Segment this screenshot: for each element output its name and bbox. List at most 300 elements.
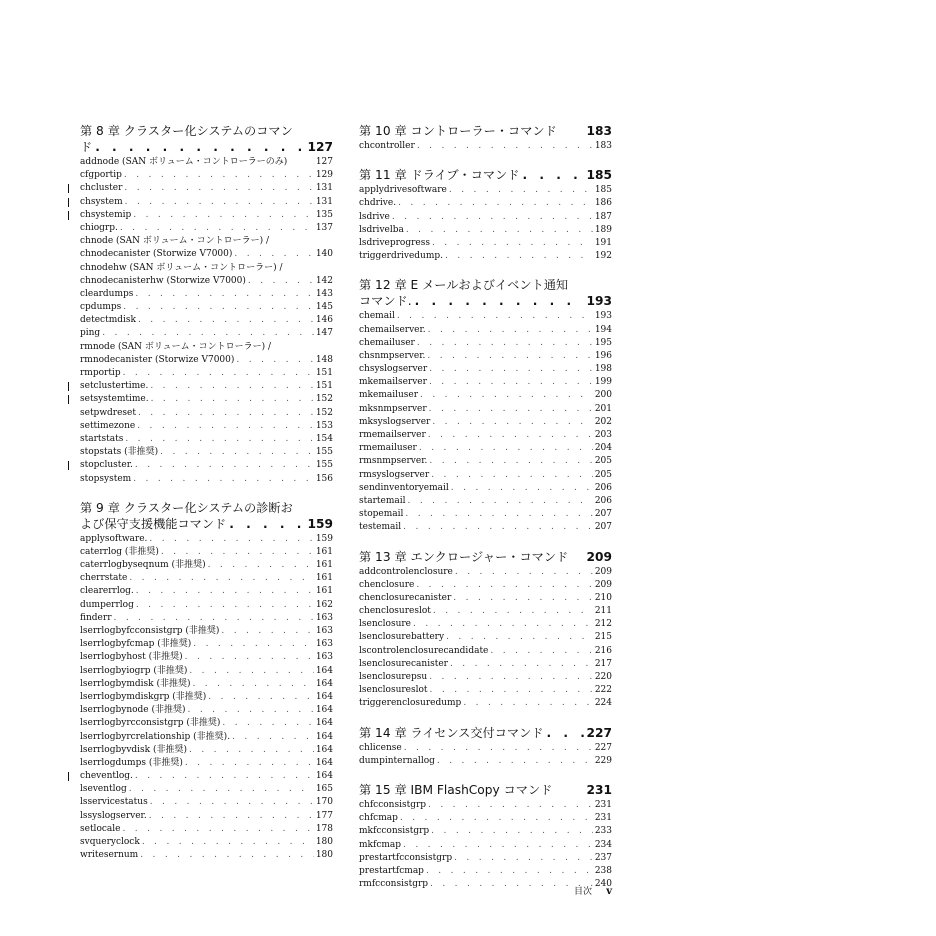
toc-entry[interactable]: [359, 197, 612, 210]
chapter-page: 127: [307, 140, 333, 154]
toc-entry[interactable]: [359, 697, 612, 710]
toc-entry-page: 155: [315, 447, 333, 458]
toc-entry-page: 201: [594, 403, 612, 414]
toc-entry[interactable]: [80, 638, 333, 651]
toc-entry-name: chdrive.: [359, 198, 397, 209]
leader-dots: [453, 592, 593, 605]
toc-entry[interactable]: [80, 744, 333, 757]
toc-entry-page: 164: [315, 757, 333, 768]
toc-entry-page: 193: [594, 311, 612, 322]
leader-dots: [426, 865, 593, 878]
toc-entry-page: 195: [594, 337, 612, 348]
chapter-11-heading[interactable]: [359, 167, 612, 183]
leader-dots: [149, 533, 313, 546]
leader-dots: [229, 516, 304, 532]
toc-entry[interactable]: [359, 508, 612, 521]
leader-dots: [429, 363, 593, 376]
toc-entry[interactable]: [80, 301, 333, 314]
toc-entry-name: mkfcconsistgrp: [359, 826, 430, 837]
toc-entry-page: 143: [315, 288, 333, 299]
chapter-page: 185: [586, 168, 612, 183]
toc-entry-name: lserrlogbyfcconsistgrp (非推奨): [80, 626, 220, 636]
chapter-12-entries: [359, 310, 612, 534]
leader-dots: [432, 237, 593, 250]
toc-entry[interactable]: [359, 605, 612, 618]
leader-dots: [463, 697, 593, 710]
revision-bar: [68, 184, 69, 193]
toc-entry-page: 164: [315, 718, 333, 729]
toc-entry-page: 233: [594, 826, 612, 837]
toc-entry[interactable]: [359, 337, 612, 350]
leader-dots: [114, 612, 314, 625]
leader-dots: [420, 389, 593, 402]
leader-dots: [122, 823, 313, 836]
chapter-9-entries: [80, 533, 333, 863]
leader-dots: [161, 546, 314, 559]
toc-entry-name: prestartfcconsistgrp: [359, 852, 453, 863]
toc-entry-name: mksyslogserver: [359, 416, 431, 427]
toc-entry-name: rmsnmpserver.: [359, 456, 428, 467]
toc-entry[interactable]: [359, 799, 612, 812]
toc-entry[interactable]: [359, 755, 612, 768]
toc-entry-page: 180: [315, 837, 333, 847]
toc-entry-name: rmnodecanister (Storwize V7000): [80, 354, 235, 365]
toc-entry-page: 147: [315, 328, 333, 339]
leader-dots: [135, 288, 313, 301]
toc-entry-page: 217: [594, 658, 612, 669]
leader-dots: [138, 407, 314, 420]
toc-entry[interactable]: [80, 209, 333, 222]
toc-entry-name: rmemailserver: [359, 430, 426, 440]
toc-entry-page: 145: [315, 302, 333, 313]
toc-entry-page: 164: [315, 744, 333, 755]
leader-dots: [417, 337, 593, 350]
leader-dots: [125, 196, 314, 209]
chapter-9-heading[interactable]: [80, 500, 333, 532]
toc-entry-page: 189: [594, 224, 612, 235]
toc-entry-name: rmportip: [80, 368, 121, 378]
toc-entry-name: chenclosureslot: [359, 606, 431, 617]
toc-entry-name: chfcmap: [359, 813, 398, 824]
toc-entry[interactable]: [80, 262, 333, 275]
toc-entry-page: 198: [594, 364, 612, 375]
toc-entry-name: chnodecanisterhw (Storwize V7000): [80, 275, 246, 286]
toc-entry[interactable]: [359, 455, 612, 468]
leader-dots: [222, 717, 313, 730]
toc-entry-name: chenclosure: [359, 579, 415, 590]
toc-entry[interactable]: [359, 684, 612, 697]
toc-entry-name: mkemailserver: [359, 377, 427, 388]
toc-entry-page: 215: [594, 632, 612, 643]
toc-entry-name: lsenclosureslot: [359, 685, 428, 696]
toc-entry[interactable]: [359, 566, 612, 579]
revision-bar: [68, 211, 69, 220]
toc-entry-name: lserrlogbyhost (非推奨): [80, 652, 183, 663]
toc-entry[interactable]: [80, 559, 333, 572]
toc-entry-name: lscontrolenclosurecandidate: [359, 645, 489, 656]
toc-entry-name: setpwdreset: [80, 407, 136, 418]
toc-entry[interactable]: [359, 825, 612, 838]
leader-dots: [406, 224, 593, 237]
toc-entry-name: lseventlog: [80, 784, 127, 795]
toc-entry[interactable]: [359, 618, 612, 631]
toc-entry-name: chcontroller: [359, 141, 415, 151]
toc-entry-name: lserrlogbymdiskgrp (非推奨): [80, 691, 207, 702]
toc-entry-page: 170: [315, 797, 333, 808]
toc-entry[interactable]: [359, 310, 612, 323]
toc-entry[interactable]: [80, 796, 333, 809]
chapter-10-heading[interactable]: [359, 123, 612, 139]
toc-entry-name: lserrlogbyrcconsistgrp (非推奨): [80, 718, 221, 729]
chapter-15-heading[interactable]: [359, 782, 612, 798]
toc-entry-page: 164: [315, 771, 333, 782]
leader-dots: [433, 605, 593, 618]
chapter-page: 193: [586, 294, 612, 309]
leader-dots: [416, 579, 592, 592]
toc-entry-page: 234: [594, 839, 612, 850]
toc-entry[interactable]: [359, 671, 612, 684]
toc-entry-page: 163: [315, 639, 333, 650]
leader-dots: [428, 429, 593, 442]
toc-entry[interactable]: [80, 757, 333, 770]
toc-entry[interactable]: [80, 314, 333, 327]
chapter-8-heading[interactable]: [80, 123, 333, 155]
leader-dots: [428, 799, 593, 812]
toc-entry[interactable]: [80, 823, 333, 836]
toc-entry-page: 231: [594, 813, 612, 824]
toc-entry-name: lsdrivelba: [359, 224, 404, 235]
toc-entry-page: 180: [315, 850, 333, 861]
toc-entry-page: 137: [315, 222, 333, 233]
chapter-page: 227: [586, 725, 612, 740]
toc-entry[interactable]: [80, 651, 333, 664]
toc-entry[interactable]: [359, 389, 612, 402]
toc-entry-page: 205: [594, 456, 612, 467]
toc-entry-page: 222: [594, 685, 612, 696]
toc-entry[interactable]: [80, 783, 333, 796]
toc-entry[interactable]: [359, 184, 612, 197]
toc-entry[interactable]: [80, 354, 333, 367]
toc-entry-name: addcontrolenclosure: [359, 566, 453, 577]
leader-dots: [415, 293, 584, 309]
toc-entry[interactable]: [359, 812, 612, 825]
toc-entry-page: 206: [594, 495, 612, 506]
chapter-title: 第 11 章 ドライブ・コマンド: [359, 168, 520, 183]
leader-dots: [236, 354, 313, 367]
toc-entry-name: clearerrlog.: [80, 586, 134, 597]
toc-entry-page: 209: [594, 566, 612, 577]
toc-entry-page: 152: [315, 394, 333, 405]
toc-entry-page: 199: [594, 377, 612, 388]
toc-entry[interactable]: [80, 156, 333, 169]
toc-entry[interactable]: [359, 363, 612, 376]
toc-entry[interactable]: [80, 407, 333, 420]
footer-page-number: v: [606, 886, 612, 897]
chapter-13-heading[interactable]: [359, 549, 612, 565]
leader-dots: [417, 140, 593, 153]
toc-entry-page: 156: [315, 473, 333, 484]
toc-entry[interactable]: [359, 237, 612, 250]
toc-entry-name: rmfcconsistgrp: [359, 879, 429, 890]
toc-entry[interactable]: [80, 849, 333, 862]
leader-dots: [124, 182, 313, 195]
toc-entry[interactable]: [80, 459, 333, 472]
toc-entry-page: 153: [315, 420, 333, 431]
toc-entry-page: 165: [315, 784, 333, 795]
toc-entry[interactable]: [359, 865, 612, 878]
leader-dots: [445, 250, 593, 263]
toc-entry-name: triggerenclosuredump: [359, 698, 462, 709]
toc-entry-name: cheventlog.: [80, 771, 133, 782]
chapter-title: 第 10 章 コントローラー・コマンド: [359, 124, 557, 138]
toc-entry-page: 164: [315, 678, 333, 689]
toc-entry-page: 135: [315, 209, 333, 220]
leader-dots: [398, 197, 593, 210]
toc-entry-page: 178: [315, 823, 333, 834]
toc-entry-page: 224: [594, 698, 612, 709]
toc-entry-name: applysoftware.: [80, 533, 148, 544]
toc-entry[interactable]: [359, 224, 612, 237]
toc-entry[interactable]: [359, 839, 612, 852]
toc-entry-name: chcluster: [80, 183, 123, 194]
toc-entry-page: 163: [315, 612, 333, 623]
toc-entry[interactable]: [80, 248, 333, 261]
toc-entry[interactable]: [359, 645, 612, 658]
toc-entry-page: 131: [315, 196, 333, 207]
toc-entry-page: 164: [315, 691, 333, 702]
toc-entry-name: cpdumps: [80, 302, 122, 313]
toc-entry-name: rmemailuser: [359, 443, 417, 454]
chapter-page: 159: [307, 516, 333, 531]
page-footer: [574, 884, 612, 897]
toc-entry-page: 161: [315, 573, 333, 584]
toc-entry-name: stopcluster.: [80, 460, 133, 471]
leader-dots: [403, 521, 593, 534]
toc-entry[interactable]: [80, 612, 333, 625]
toc-entry[interactable]: [359, 350, 612, 363]
leader-dots: [400, 812, 593, 825]
toc-entry-name: rmnode (SAN ボリューム・コントローラー) /: [80, 341, 272, 352]
toc-entry-name: rmsyslogserver: [359, 469, 430, 480]
leader-dots: [455, 566, 593, 579]
toc-entry[interactable]: [80, 182, 333, 195]
toc-entry[interactable]: [359, 442, 612, 455]
toc-entry-name: chsyslogserver: [359, 364, 428, 375]
toc-entry-name: lsenclosurebattery: [359, 632, 445, 643]
toc-entry[interactable]: [80, 446, 333, 459]
toc-entry-page: 161: [315, 546, 333, 557]
leader-dots: [450, 658, 593, 671]
toc-entry-page: 216: [594, 645, 612, 656]
toc-entry-name: svqueryclock: [80, 837, 140, 847]
toc-entry[interactable]: [80, 433, 333, 446]
toc-entry[interactable]: [359, 140, 612, 153]
leader-dots: [185, 757, 314, 770]
toc-entry-name: mksnmpserver: [359, 403, 427, 414]
chapter-title-cont: ド: [80, 140, 93, 154]
toc-entry-name: caterrlog (非推奨): [80, 546, 159, 557]
toc-entry-page: 151: [315, 368, 333, 378]
toc-entry-page: 183: [594, 141, 612, 151]
toc-entry-page: 200: [594, 390, 612, 401]
toc-entry[interactable]: [80, 599, 333, 612]
leader-dots: [123, 301, 314, 314]
toc-entry[interactable]: [359, 742, 612, 755]
toc-entry[interactable]: [80, 275, 333, 288]
leader-dots: [160, 446, 314, 459]
toc-entry[interactable]: [80, 665, 333, 678]
leader-dots: [429, 403, 593, 416]
toc-entry-page: 210: [594, 592, 612, 603]
toc-entry-page: 231: [594, 799, 612, 810]
toc-entry-name: settimezone: [80, 420, 136, 431]
toc-entry[interactable]: [80, 473, 333, 486]
leader-dots: [446, 631, 593, 644]
chapter-12-heading[interactable]: [359, 277, 612, 309]
toc-entry[interactable]: [80, 393, 333, 406]
toc-entry-name: chemailserver.: [359, 324, 426, 335]
leader-dots: [135, 459, 314, 472]
leader-dots: [95, 139, 304, 155]
toc-entry[interactable]: [359, 403, 612, 416]
toc-entry-page: 205: [594, 469, 612, 480]
toc-entry[interactable]: [359, 416, 612, 429]
toc-entry-name: cherrstate: [80, 573, 128, 584]
toc-entry[interactable]: [80, 678, 333, 691]
toc-entry-page: 142: [315, 275, 333, 286]
leader-dots: [404, 742, 593, 755]
leader-dots: [136, 585, 314, 598]
toc-entry-page: 194: [594, 324, 612, 335]
chapter-title: 第 14 章 ライセンス交付コマンド: [359, 725, 544, 740]
toc-entry-page: 206: [594, 482, 612, 493]
toc-entry[interactable]: [80, 367, 333, 380]
toc-entry[interactable]: [359, 250, 612, 263]
toc-entry[interactable]: [80, 169, 333, 182]
toc-entry-name: caterrlogbyseqnum (非推奨): [80, 560, 206, 571]
toc-entry-page: 146: [315, 315, 333, 326]
toc-entry[interactable]: [359, 469, 612, 482]
toc-entry-page: 207: [594, 522, 612, 533]
toc-entry-name: sendinventoryemail: [359, 482, 449, 493]
toc-entry[interactable]: [80, 625, 333, 638]
toc-entry[interactable]: [359, 495, 612, 508]
leader-dots: [123, 367, 314, 380]
leader-dots: [248, 275, 314, 288]
toc-entry-name: ping: [80, 328, 101, 339]
toc-entry-name: setlocale: [80, 823, 121, 834]
toc-entry-name: lserrlogbymdisk (非推奨): [80, 678, 191, 689]
toc-entry[interactable]: [359, 211, 612, 224]
toc-entry[interactable]: [359, 429, 612, 442]
toc-entry[interactable]: [80, 572, 333, 585]
chapter-title: 第 13 章 エンクロージャー・コマンド: [359, 549, 569, 564]
chapter-8-entries: [80, 156, 333, 486]
chapter-page: 231: [586, 782, 612, 797]
toc-entry-page: 207: [594, 509, 612, 520]
toc-entry[interactable]: [80, 288, 333, 301]
toc-entry[interactable]: [80, 420, 333, 433]
toc-entry[interactable]: [80, 704, 333, 717]
toc-entry-name: chfcconsistgrp: [359, 799, 427, 810]
toc-entry-page: 192: [594, 251, 612, 262]
toc-entry-name: lserrlogbyiogrp (非推奨): [80, 665, 188, 676]
toc-entry[interactable]: [80, 533, 333, 546]
toc-entry[interactable]: [80, 770, 333, 783]
toc-entry[interactable]: [359, 521, 612, 534]
toc-entry-name: lsservicestatus: [80, 797, 148, 808]
toc-entry[interactable]: [80, 585, 333, 598]
toc-entry-name: setclustertime.: [80, 381, 149, 392]
toc-entry[interactable]: [359, 658, 612, 671]
toc-entry[interactable]: [80, 196, 333, 209]
leader-dots: [188, 704, 314, 717]
toc-column-left: [80, 123, 333, 862]
revision-bar: [68, 772, 69, 781]
leader-dots: [151, 393, 314, 406]
toc-entry[interactable]: [80, 810, 333, 823]
footer-label: 目次: [574, 887, 593, 897]
toc-entry[interactable]: [359, 482, 612, 495]
leader-dots: [208, 559, 314, 572]
toc-entry-name: chnodecanister (Storwize V7000): [80, 249, 233, 260]
toc-entry-page: 161: [315, 586, 333, 597]
chapter-13-entries: [359, 566, 612, 711]
leader-dots: [185, 651, 314, 664]
toc-entry[interactable]: [359, 852, 612, 865]
toc-entry[interactable]: [80, 836, 333, 849]
toc-entry[interactable]: [359, 631, 612, 644]
toc-entry[interactable]: [359, 376, 612, 389]
leader-dots: [137, 420, 314, 433]
leader-dots: [429, 671, 593, 684]
chapter-title: 第 8 章 クラスター化システムのコマン: [80, 124, 293, 138]
toc-entry-name: prestartfcmap: [359, 865, 424, 876]
toc-entry-page: 159: [315, 533, 333, 544]
toc-entry[interactable]: [80, 717, 333, 730]
leader-dots: [431, 469, 593, 482]
toc-entry[interactable]: [80, 546, 333, 559]
toc-entry[interactable]: [80, 222, 333, 235]
chapter-page: 209: [586, 549, 612, 564]
leader-dots: [490, 645, 592, 658]
toc-entry[interactable]: [80, 380, 333, 393]
toc-entry[interactable]: [359, 579, 612, 592]
leader-dots: [454, 852, 593, 865]
chapter-title: 第 15 章 IBM FlashCopy コマンド: [359, 782, 553, 797]
toc-entry[interactable]: [80, 341, 333, 354]
toc-entry-name: stopsystem: [80, 473, 132, 484]
revision-bar: [68, 198, 69, 207]
toc-entry-name: lsdrive: [359, 211, 390, 222]
toc-entry-name: stopemail: [359, 509, 404, 520]
toc-entry-name: testemail: [359, 522, 402, 533]
toc-entry[interactable]: [80, 327, 333, 340]
chapter-14-heading[interactable]: [359, 725, 612, 741]
toc-entry-page: 163: [315, 652, 333, 663]
toc-entry-page: 211: [594, 606, 612, 617]
toc-entry[interactable]: [80, 691, 333, 704]
toc-entry-page: 202: [594, 416, 612, 427]
toc-entry[interactable]: [80, 235, 333, 248]
toc-entry[interactable]: [80, 731, 333, 744]
toc-entry-page: 164: [315, 705, 333, 716]
leader-dots: [432, 416, 592, 429]
toc-entry[interactable]: [359, 324, 612, 337]
toc-entry[interactable]: [359, 592, 612, 605]
toc-entry-page: 140: [315, 249, 333, 260]
toc-entry-page: 127: [315, 157, 333, 167]
